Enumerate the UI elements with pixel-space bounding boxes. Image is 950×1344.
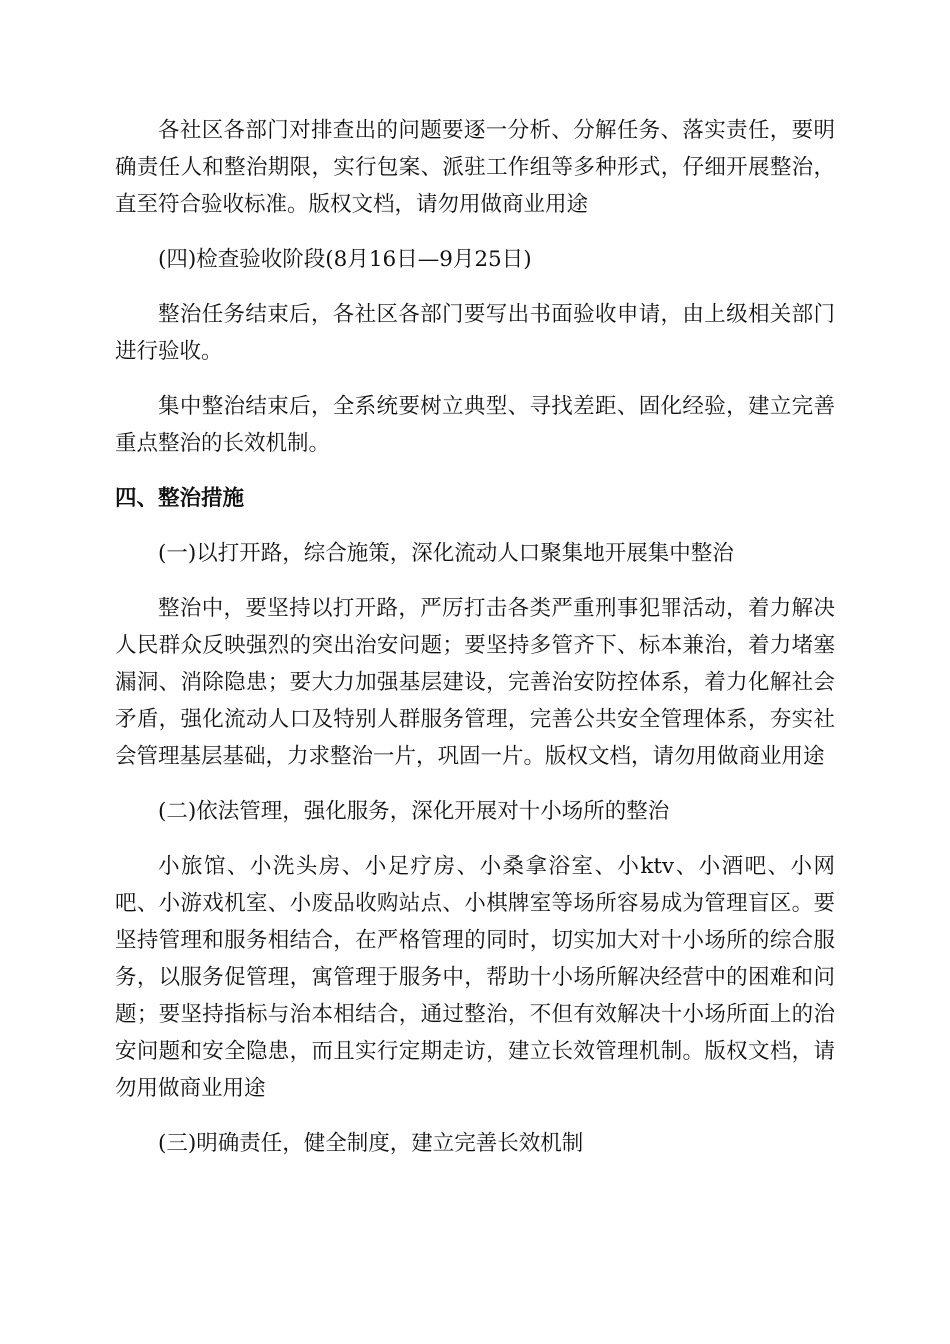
- document-page: [115, 112, 835, 1180]
- paragraph-measure-two: 小旅馆、小洗头房、小足疗房、小桑拿浴室、小ktv、小酒吧、小网吧、小游戏机室、小废品收购站点、小棋牌室等场所容易成为管理盲区。要坚持管理和服务相结合，在严格管理的同时，切实加大对十小场所的综合服务，以服务促管理，寓管理于服务中，帮助十小场所解决经营中的困难和问题；要坚持指标与治本相结合，通过整治，不但有效解决十小场所面上的治安问题和安全隐患，而且实行定期走访，建立长效管理机制。版权文档，请勿用做商业用途: [115, 854, 835, 1101]
- paragraph-long-term-mechanism: 集中整治结束后，全系统要树立典型、寻找差距、固化经验，建立完善重点整治的长效机制。: [115, 394, 835, 456]
- paragraph-inspection-rectification: 各社区各部门对排查出的问题要逐一分析、分解任务、落实责任，要明确责任人和整治期限，实行包案、派驻工作组等多种形式，仔细开展整治，直至符合验收标准。版权文档，请勿用做商业用途: [115, 118, 835, 217]
- subheading-acceptance-stage: (四)检查验收阶段(8月16日—9月25日): [158, 247, 532, 272]
- subheading-measure-three: (三)明确责任，健全制度，建立完善长效机制: [158, 1131, 584, 1156]
- section-heading-measures: 四、整治措施: [115, 486, 245, 511]
- paragraph-measure-one: 整治中，要坚持以打开路，严厉打击各类严重刑事犯罪活动，着力解决人民群众反映强烈的突出治安问题；要坚持多管齐下、标本兼治，着力堵塞漏洞、消除隐患；要大力加强基层建设，完善治安防控体系，着力化解社会矛盾，强化流动人口及特别人群服务管理，完善公共安全管理体系，夯实社会管理基层基础，力求整治一片，巩固一片。版权文档，请勿用做商业用途: [115, 596, 835, 769]
- paragraph-acceptance-application: 整治任务结束后，各社区各部门要写出书面验收申请，由上级相关部门进行验收。: [115, 302, 835, 364]
- subheading-measure-two: (二)依法管理，强化服务，深化开展对十小场所的整治: [158, 799, 670, 824]
- subheading-measure-one: (一)以打开路，综合施策，深化流动人口聚集地开展集中整治: [158, 541, 734, 566]
